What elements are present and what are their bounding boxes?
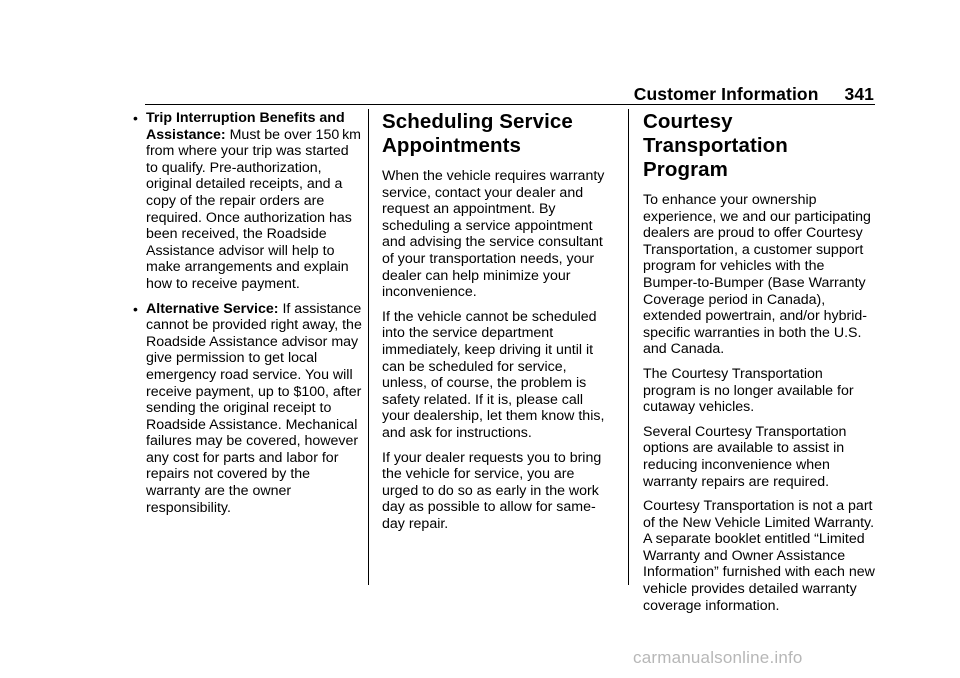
bullet-text: If assistance cannot be provided right away, the Roadside Assistance advisor may give permission to get local emergency road service. You will receive payment, up to $100, after sending the original receipt to Roadside Assistance. Mechanical failures may be covered, however any cost for parts and labor for repairs not covered by the warranty are the owner responsibility. — [146, 300, 362, 516]
bullet-icon: • — [133, 300, 138, 317]
bullet-text: Must be over 150 km from where your trip was started to qualify. Pre-authorization, original detailed receipts, and a copy of the repair orders are required. Once authorization has been received, the Roadside Assistance advisor will help to make arrangements and explain how to receive payment. — [146, 126, 361, 292]
watermark: carmanualsonline.info — [633, 648, 803, 667]
page-number: 341 — [844, 83, 874, 104]
bullet-item-trip-interruption — [133, 110, 364, 293]
paragraph: If the vehicle cannot be scheduled into the service department immediately, keep driving it until it can be scheduled for service, unless, of course, the problem is safety related. If it is, please call your dealership, let them know this, and ask for instructions. — [382, 308, 605, 441]
paragraph: When the vehicle requires warranty service, contact your dealer and request an appointment. By scheduling a service appointment and advising the service consultant of your transportation needs, your dealer can help minimize your inconvenience. — [382, 168, 605, 301]
paragraph: If your dealer requests you to bring the vehicle for service, you are urged to do so as early in the work day as possible to allow for same-day repair. — [382, 449, 602, 532]
column-middle — [382, 110, 614, 540]
bullet-icon: • — [133, 110, 138, 126]
heading-courtesy-transportation: Courtesy Transportation Program — [643, 110, 788, 181]
paragraph: The Courtesy Transportation program is no longer available for cutaway vehicles. — [643, 365, 854, 416]
bullet-lead: Alternative Service: — [146, 300, 279, 317]
bullet-lead: Trip Interruption Benefits and Assistance: — [146, 110, 345, 143]
column-divider — [628, 109, 629, 585]
heading-scheduling-service: Scheduling Service Appointments — [382, 110, 573, 157]
section-title: Customer Information — [633, 83, 819, 104]
page-header — [620, 82, 874, 106]
header-rule — [145, 104, 875, 105]
paragraph: Courtesy Transportation is not a part of the New Vehicle Limited Warranty. A separate booklet entitled “Limited Warranty and Owner Assistance Information” furnished with each new vehicle provides detailed warranty coverage information. — [643, 498, 875, 614]
column-right — [643, 110, 875, 622]
column-left — [133, 110, 364, 524]
column-divider — [368, 109, 369, 585]
paragraph: To enhance your ownership experience, we and our participating dealers are proud to offer Courtesy Transportation, a customer support program for vehicles with the Bumper-to-Bumper (Base Warranty Coverage period in Canada), extended powertrain, and/or hybrid-specific warranties in both the U.S. and Canada. — [643, 192, 871, 358]
paragraph: Several Courtesy Transportation options are available to assist in reducing inconvenience when warranty repairs are required. — [643, 423, 847, 490]
bullet-item-alternative-service — [133, 300, 364, 517]
